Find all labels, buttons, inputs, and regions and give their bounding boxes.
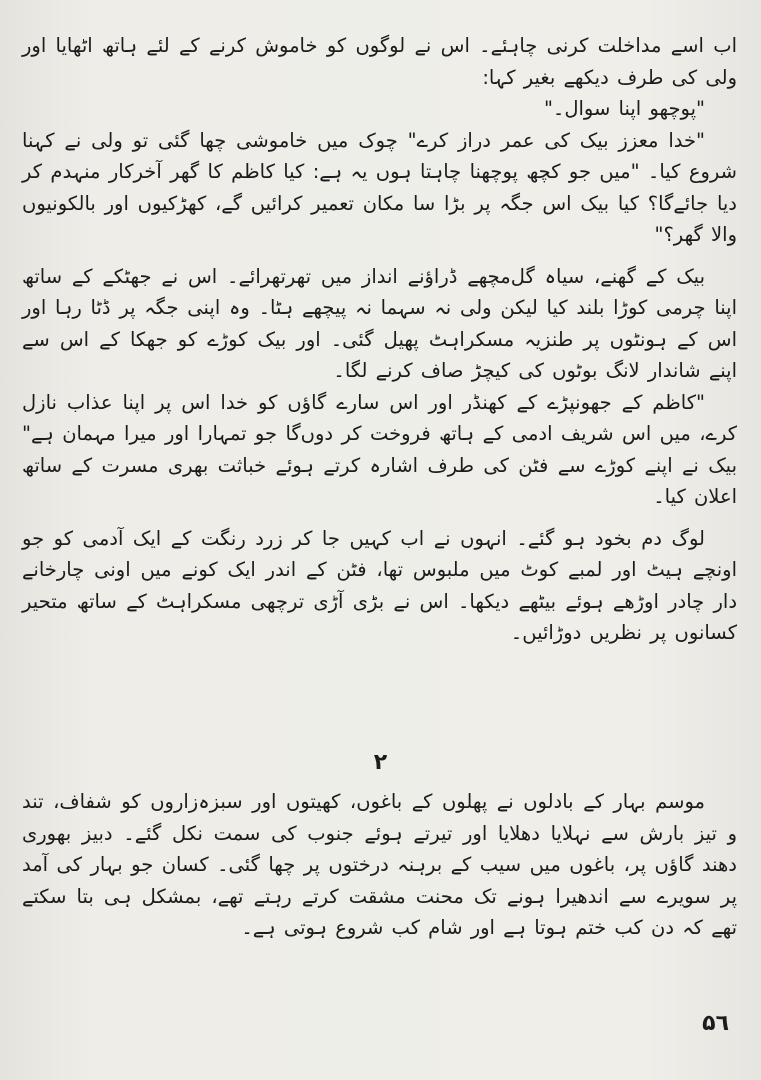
page-number: ۵٦: [702, 1011, 729, 1036]
text-block-part-1: [22, 30, 737, 649]
paragraph-1: اب اسے مداخلت کرنی چاہئے۔ اس نے لوگوں کو خاموش کرنے کے لئے ہاتھ اٹھایا اور ولی کی طرف دیکھے بغیر کہا:: [22, 34, 737, 89]
paragraph-2: "پوچھو اپنا سوال۔": [543, 97, 705, 120]
section-number: ۲: [373, 750, 388, 775]
paragraph-6: لوگ دم بخود ہو گئے۔ انہوں نے اب کہیں جا کر زرد رنگت کے ایک آدمی کو جو اونچے ہیٹ اور لمبے کوٹ میں ملبوس تھا، فٹن کے اندر ایک کونے میں اونی چارخانے دار چادر اوڑھے ہوئے بیٹھے دیکھا۔ اس نے بڑی آڑی ترچھی مسکراہٹ کے ساتھ متحیر کسانوں پر نظریں دوڑائیں۔: [22, 526, 737, 644]
text-block-part-2: [22, 786, 737, 944]
paragraph-3: "خدا معزز بیک کی عمر دراز کرے" چوک میں خاموشی چھا گئی تو ولی نے کہنا شروع کیا۔ "میں جو کچھ پوچھنا چاہتا ہوں یہ ہے: کیا کاظم کا گھر آخرکار منہدم کر دیا جائےگا؟ کیا بیک اس جگہ پر بڑا سا مکان تعمیر کرائیں گے، کھڑکیوں اور بالکونیوں والا گھر؟": [22, 128, 737, 246]
paragraph-5: "کاظم کے جھونپڑے کے کھنڈر اور اس سارے گاؤں کو خدا اس پر اپنا عذاب نازل کرے، میں اس شریف ادمی کے ہاتھ فروخت کر دوں‌گا جو تمہارا اور میرا مہمان ہے" بیک نے اپنے کوڑے سے فٹن کی طرف اشارہ کرتے ہوئے خباثت بھری مسرت کے ساتھ اعلان کیا۔: [22, 390, 737, 508]
paragraph-4: بیک کے گھنے، سیاہ گل‌مچھے ڈراؤنے انداز میں تھرتھرائے۔ اس نے جھٹکے کے ساتھ اپنا چرمی کوڑا بلند کیا لیکن ولی نہ سہما نہ پیچھے ہٹا۔ وہ اپنی جگہ پر ڈٹا رہا اور اس کے ہونٹوں پر طنزیہ مسکراہٹ پھیل گئی۔ اور بیک کوڑے کو جھکا کے اس سے اپنے شاندار لانگ بوٹوں کی کیچڑ صاف کرنے لگا۔: [22, 264, 737, 382]
paragraph-7: موسم بہار کے بادلوں نے پھلوں کے باغوں، کھیتوں اور سبزہ‌زاروں کو شفاف، تند و تیز بارش سے نہلایا دھلایا اور تیرتے ہوئے جنوب کی سمت نکل گئے۔ دبیز بھوری دھند گاؤں پر، باغوں میں سیب کے برہنہ درختوں پر چھا گئی۔ کسان جو بہار کی آمد پر سویرے سے اندھیرا ہونے تک محنت مشقت کرتے رہتے تھے، بمشکل ہی بتا سکتے تھے کہ دن کب ختم ہوتا ہے اور شام کب شروع ہوتی ہے۔: [22, 790, 737, 939]
